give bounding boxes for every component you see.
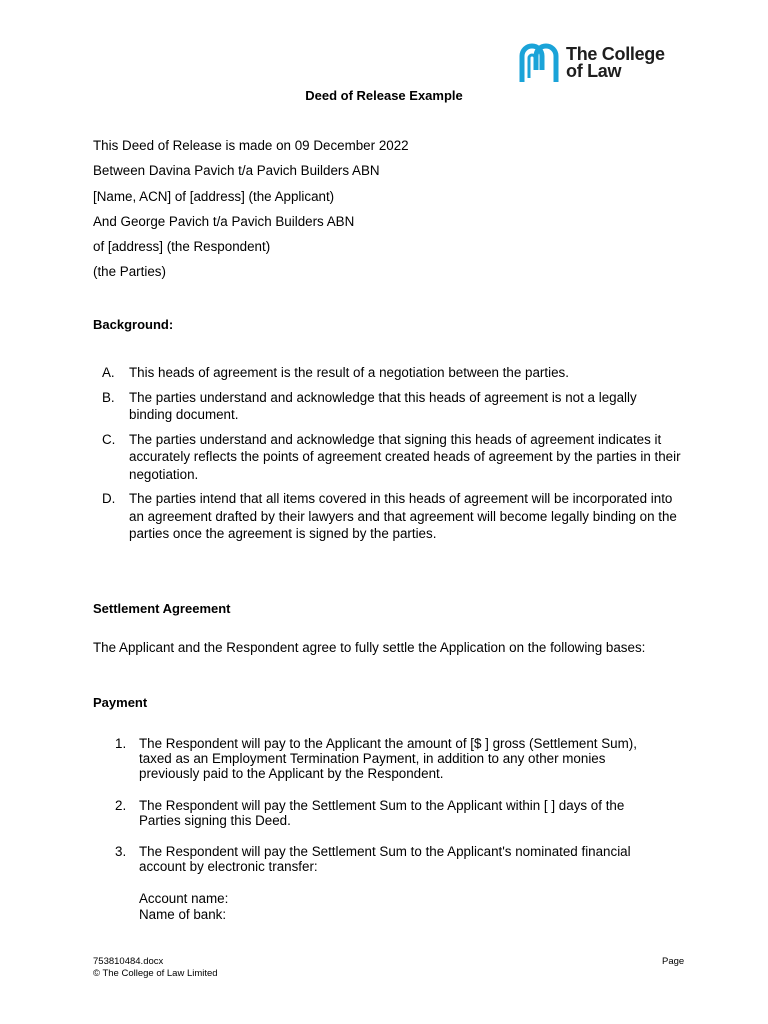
background-heading: Background:	[93, 317, 174, 332]
document-title: Deed of Release Example	[305, 88, 463, 103]
settlement-paragraph: The Applicant and the Respondent agree to fully settle the Application on the following bases:	[93, 640, 646, 655]
account-name-label: Account name:	[139, 891, 229, 906]
list-marker: C.	[102, 431, 116, 447]
list-marker: 1.	[115, 736, 127, 751]
bank-name-label: Name of bank:	[139, 906, 227, 922]
list-item	[93, 736, 653, 781]
list-item	[93, 490, 683, 543]
account-details	[139, 891, 228, 922]
intro-line: of [address] (the Respondent)	[93, 239, 271, 255]
list-text: The Respondent will pay the Settlement Sum to the Applicant's nominated financial account by electronic transfer:	[139, 844, 631, 874]
intro-line: And George Pavich t/a Pavich Builders ABN	[93, 213, 355, 229]
list-item	[93, 798, 653, 828]
list-item	[93, 364, 683, 382]
list-item	[93, 431, 683, 484]
list-text: The Respondent will pay the Settlement Sum to the Applicant within [ ] days of the Parties signing this Deed.	[139, 798, 625, 828]
intro-line: This Deed of Release is made on 09 December 2022	[93, 138, 409, 153]
list-text: The parties understand and acknowledge that this heads of agreement is not a legally binding document.	[129, 389, 637, 422]
list-marker: D.	[102, 491, 116, 506]
payment-heading: Payment	[93, 695, 148, 710]
college-of-law-logo	[518, 42, 688, 88]
logo-line-1: The College	[566, 44, 665, 64]
deed-intro	[93, 138, 409, 290]
list-marker: B.	[102, 389, 115, 405]
list-text: The Respondent will pay to the Applicant the amount of [$ ] gross (Settlement Sum), taxed as an Employment Termination Payment, in addition to any other monies previously paid to the Applicant by the Respondent.	[139, 736, 637, 781]
footer-copyright: © The College of Law Limited	[93, 968, 218, 979]
logo-mark-icon	[518, 42, 560, 84]
footer-doc-id: 753810484.docx	[93, 956, 164, 967]
list-text: The parties intend that all items covered in this heads of agreement will be incorporated into an agreement drafted by their lawyers and that agreement will become legally binding on the parties once the agreement is signed by the parties.	[129, 491, 677, 541]
payment-list	[93, 736, 653, 874]
logo-line-2: of Law	[566, 61, 622, 81]
list-marker: 2.	[115, 798, 127, 813]
settlement-heading: Settlement Agreement	[93, 601, 231, 616]
list-item	[93, 389, 683, 424]
footer-left	[93, 956, 218, 980]
background-list	[93, 364, 683, 543]
list-item	[93, 844, 653, 874]
list-text: The parties understand and acknowledge that signing this heads of agreement indicates it accurately reflects the points of agreement created heads of agreement by the parties in their negotiation.	[129, 431, 681, 482]
intro-line: [Name, ACN] of [address] (the Applicant)	[93, 188, 335, 204]
logo-text	[566, 46, 665, 80]
intro-line: Between Davina Pavich t/a Pavich Builders ABN	[93, 163, 380, 179]
list-marker: 3.	[115, 844, 127, 859]
footer-page-label: Page	[662, 956, 685, 967]
intro-line: (the Parties)	[93, 264, 166, 280]
list-text: This heads of agreement is the result of a negotiation between the parties.	[129, 365, 569, 380]
list-marker: A.	[102, 365, 115, 380]
